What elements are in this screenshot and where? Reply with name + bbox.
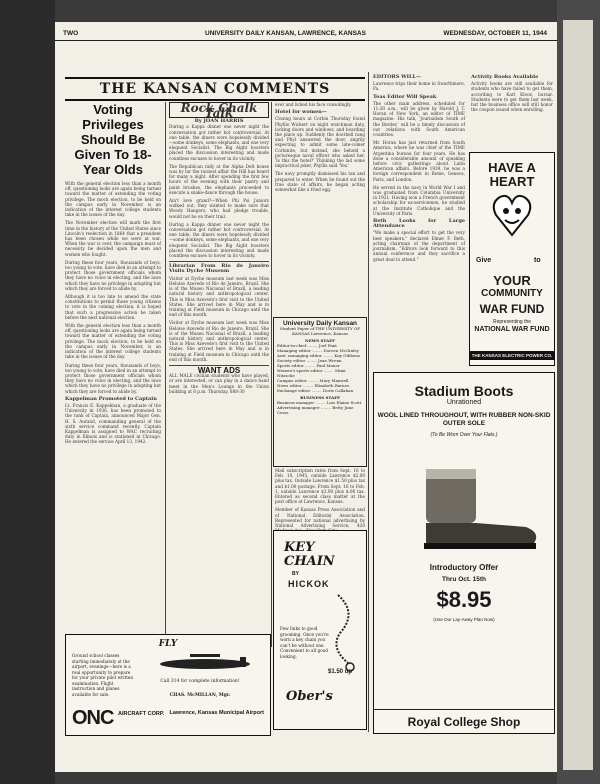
editorial-paragraph: During these four years, thousands of boys, too young to vote, have died in an attempt to protect those government officials whom they have no voice in electing, and the laws which they have no privilege in adopting but which they are forced to abide by. — [65, 362, 161, 394]
editors-will-paragraph: He served in the navy in World War I and was graduated from Columbia University in 1921. Having won a French government scholarship for ex-servicemen, he studied at the Institute Catholique and the University of Paris. — [373, 184, 465, 216]
fly-manager: CHAS. McMILLAN, Mgr. — [169, 693, 231, 698]
editors-will-paragraph: The other main address, scheduled for 11:30 a.m., will be given by Harold J. T. Horan of New York, an editor of TIME magazine. His talk, 'Journalism South of the Border,' will be a timely discussion of our relations with South American countries. — [373, 100, 465, 138]
unrationed-label: Unrationed — [446, 399, 482, 406]
chalk-byline: By JOAN HARRIS — [194, 118, 244, 125]
editors-will-intro: Lawrence trips their home in Swarthmore, Pa. — [373, 81, 465, 92]
representing-label: Representing the — [492, 319, 532, 325]
chalk-paragraph: The Republican rally at the Alpha Delt house was by far the raisiest affair the Hill has heard for many a night. After spending the first few hours of the evening with their pastry and paint brushes, the elephants proceeded to execute a snake-dance through the house. — [169, 163, 269, 195]
kappelman-headline: Kappelman Promoted to Captain — [65, 395, 157, 402]
chalk-paragraph: Ain't love grand?—When Phi Psi Juniors walked out, they wanted to make sure that Woody Hangers, who had pledge trouble, would not be on their trail. — [169, 198, 269, 219]
royal-college-shop: Royal College Shop — [374, 709, 554, 729]
airplane-icon — [150, 649, 260, 679]
staff-line: Editor-in-chief ........ Joel Fant — [277, 343, 337, 348]
scan-left-margin — [0, 0, 55, 784]
librarian-text: Visitor at Dyche museum last week was Miss Heloise Azevedo of Rio de Janeiro, Brazil. She is of the Museu Nacional of Brazil, a leading natural history and anthropological center. This is Miss Azevedo's first visit to the United States. She arrived here in May and is in training at Field museum in Chicago until the end of this month. — [169, 320, 269, 362]
thru-date: Thru Oct. 15th — [441, 576, 487, 583]
column-rule — [165, 102, 166, 647]
librarian-text: Visitor at Dyche museum last week was Miss Heloise Azevedo of Rio de Janeiro, Brazil. She is of the Museu Nacional of Brazil, a leading natural history and anthropological center. This is Miss Azevedo's first visit to the United States. She arrived here in May and is in training at Field museum in Chicago until the end of this month. — [169, 275, 269, 318]
stadium-boots-ad — [373, 372, 555, 734]
boot-price: $8.95 — [436, 587, 492, 612]
editorial-paragraph: With the general election less than a month off, questioning looks are again being turned toward the matter of extending the voting privilege. The mock election, to be held on the campus early in November, is an indication of the interest college students take in the issues of the day. — [65, 181, 161, 218]
hotel-text: Closing hours at Corbin Thursday found Phyllis Wickert on night watchman duty, locking doors and windows, and boarding the place up. Suddenly the doorbell rang and Phyl answered the door, angrily expecting to admit some late-comer Corbinite, but instead, she beheld a picturesque naval officer who asked her, 'Is this the hotel?' Thinking the lad some impractical joker, Phyllis said 'Yes.' — [275, 116, 365, 169]
editors-will-paragraph: Mr. Horan has just returned from South America, where he was chief of the TIME Argentina bureau for four years. He has done a considerable amount of speaking before civic gatherings about Latin American affairs. Before 1939, he was a foreign correspondent in Rome, Geneva, Paris, and London. — [373, 140, 465, 182]
hotel-column — [275, 102, 365, 312]
staff-line: Campus editor ........ Mary Maxwell — [277, 378, 349, 383]
obers-logo: Ober's — [286, 689, 333, 704]
wool-lined-label: WOOL LINED THROUGHOUT, WITH RUBBER NON-SKID OUTER SOLE — [377, 412, 551, 427]
business-line: Business manager ........ Lois Elaine Scott — [277, 400, 362, 405]
subscription-column — [275, 468, 365, 529]
municipal-airport: Lawrence, Kansas Municipal Airport — [169, 710, 264, 716]
key-chain-illustration — [328, 593, 362, 673]
worn-over-flats: (To Be Worn Over Your Flats.) — [430, 432, 498, 438]
aircraft-corp: AIRCRAFT CORP. — [118, 711, 165, 717]
key-chain-note: Few links to good grooming. Once you're worn a key chain you can't be without one. Convenient to all good looking. — [280, 626, 329, 659]
navy-text: The navy promptly dismissed his tan and prepared to enter. When he found out the true state of affairs, he began acting somewhat like a fried egg. — [275, 171, 365, 193]
have-a-heart: HAVE A HEART — [488, 160, 536, 189]
onc-logo: ONC — [72, 707, 114, 729]
business-line: Advertising manager ........ Betty June Cross — [277, 405, 354, 415]
introductory-offer: Introductory Offer — [429, 563, 499, 572]
key-chain-by: BY — [292, 571, 299, 577]
kansan-comments-banner: THE KANSAN COMMENTS — [65, 77, 365, 101]
war-fund-ad — [469, 152, 555, 366]
staff-line: Sports editor ........ Paul Mauer — [277, 363, 340, 368]
staff-line: Asst. managing editor ........ Kay Gibbons — [277, 353, 360, 358]
boot-illustration — [396, 463, 546, 553]
editors-will-headline: EDITORS WILL— — [373, 74, 422, 80]
newspaper-page — [55, 22, 557, 772]
teas-headline: Teas Editor Will Speak — [373, 93, 437, 100]
business-list — [274, 400, 366, 415]
paper-name: UNIVERSITY DAILY KANSAN, LAWRENCE, KANSAS — [205, 30, 366, 37]
col3-text: ever and licked his face consolingly. — [275, 102, 352, 107]
rock-chalk-talk-title: Rock Chalk Talk — [169, 102, 269, 118]
staff-line: Society editor ........ Jean Wrenn — [277, 358, 342, 363]
layaway-label: (Use Our Lay-Away Plan Now) — [433, 617, 495, 622]
key-chain-price: $1.50 up — [328, 669, 353, 675]
column-rule — [368, 72, 369, 732]
activity-books-column — [471, 72, 553, 144]
masthead-line — [55, 26, 557, 41]
fly-call: Call 314 for complete information! — [160, 679, 240, 684]
librarian-headline: Librarian From Rio de Janeiro Visits Dyche Museum — [169, 263, 269, 275]
editorial-paragraph: With the general election less than a month off, questioning looks are again being turned toward the matter of extending the voting privilege. The mock election, to be held on the campus early in November, is an indication of the interest college students take in the issues of the day. — [65, 323, 161, 360]
kansas-electric-label: THE KANSAS ELECTRIC POWER CO. — [471, 353, 553, 358]
key-chain-title: KEY CHAIN — [284, 540, 335, 569]
want-ads-headline: WANT ADS — [169, 365, 269, 373]
column-rule — [271, 102, 272, 647]
staff-line: News editor ........ Elizabeth Barnes — [277, 383, 350, 388]
hickok-key-chain-ad — [273, 530, 367, 730]
to-label: to — [534, 257, 541, 264]
chalk-paragraph: During a Kappa dinner one never night the conversation got rather hot controversial. At one table, the diners were hopelessly divided—some donkeys, some elephants, and one very eloquent Socialist. The Big Aight boosters placed the discussion interesting and made countless excuses to hover in its vicinity. — [169, 221, 269, 259]
subscription-text: Mail subscription rates from Sept. 16 to Feb. 10, 1945, outside Lawrence $2.00 plus tax. Outside Lawrence $1.50 plus tax and $1.00 postage. From Sept. 16 to Feb. 1, outside Lawrence $2.00 plus $.06 tax. Entered as second class matter at the post office at Lawrence, Kansas. — [275, 468, 365, 505]
page-number: TWO — [63, 30, 79, 37]
national-war-fund-label: NATIONAL WAR FUND — [474, 326, 550, 333]
activity-books-text: Activity books are still available for students who have failed to get them, according to Karl Klooz, bursar. Students were to get them last week, but the business office will still honor the coupon issued when enrolling. — [471, 81, 553, 113]
hickok-brand: HICKOK — [288, 579, 330, 589]
beth-headline: Beth Looks for Large Attendance — [373, 218, 465, 230]
issue-date: WEDNESDAY, OCTOBER 11, 1944 — [443, 30, 547, 37]
fly-title: FLY — [158, 639, 178, 649]
fly-body: Ground school classes starting immediately at the airport, evenings—here is a real opportunity to prepare for your private pilot written examination. Flight instruction and planes available for sale. — [72, 653, 134, 697]
editors-will-column — [373, 72, 465, 372]
staff-list — [274, 343, 366, 393]
onc-aircraft-ad — [65, 634, 271, 736]
editorial-paragraph: During these four years, thousands of boys, too young to vote, have died in an attempt to protect those government officials whom they have no voice in electing, and the laws which they have no privilege in adopting but which they are forced to abide by. — [65, 259, 161, 291]
chalk-paragraph: During a Kappa dinner one never night the conversation got rather hot controversial. At one table, the diners were hopelessly divided—some donkeys, some elephants, and one very eloquent Socialist. The Big Aight boosters placed the discussion interesting and made countless excuses to hover in its vicinity. — [169, 124, 269, 161]
news-staff-label: NEWS STAFF — [305, 338, 335, 343]
hotel-headline: Hotel for women— — [275, 109, 327, 116]
heart-mascot-icon — [492, 191, 532, 237]
community-label: COMMUNITY — [481, 288, 543, 299]
activity-books-headline: Activity Books Available — [471, 74, 539, 80]
editorial-headline: Voting Privileges Should Be Given To 18-Year Olds — [74, 102, 152, 177]
udk-title: University Daily Kansan — [282, 320, 358, 327]
beth-text: "We make a special effort to get the very best speakers," declared Elmer F. Beth, acting chairman of the department of journalism. "Editors look forward to this annual conference and they sacrifice a great deal to attend." — [373, 230, 465, 262]
member-text: Member of Kansas Press Association and of National Editorial Association. Represented for national advertising by National Advertising Service, 420 — [275, 507, 365, 529]
staff-line: Exchange editor ........ Doris Callahan — [277, 388, 354, 393]
stadium-boots-title: Stadium Boots — [414, 383, 514, 399]
editorial-column — [65, 102, 161, 652]
editorial-paragraph: Although it is too late to amend the state constitutions to permit those young citizens to vote in the coming election, it is hoped that such a progressive action be taken before the next national election. — [65, 294, 161, 320]
kappelman-text: Lt. Francis E. Kappelman, a graduate of the University in 1936, has been promoted to the rank of Captain, announced Major Gen. H. S. Aurand, commanding general of the sixth service command recently. Captain Kappelman is assigned to WAC recruiting duty in Illinois and is stationed in Chicago. He entered the service April 13, 1942. — [65, 402, 161, 445]
scan-right-margin — [557, 0, 600, 784]
udk-subtitle: Student Paper of THE UNIVERSITY OF KANSAS Lawrence, Kansas — [279, 326, 361, 336]
give-label: Give — [476, 257, 492, 264]
want-ads-text: ALL MALE civilian students who have played, or are interested, or can play in a dance band meet in the Men's Lounge in the Union building at 8 p.m. Thursday. 888-30 — [169, 373, 269, 394]
chalk-column — [169, 102, 269, 652]
your-label: YOUR — [493, 273, 531, 288]
business-staff-label: BUSINESS STAFF — [300, 395, 340, 400]
war-fund-label: WAR FUND — [479, 302, 545, 316]
staff-line: Women's sports editor ........ Mimi Nitzsche — [277, 368, 346, 378]
editorial-paragraph: The November election will mark the first time in the history of the United States since Lincoln's reelection in 1864 that a president has been chosen while we were at war. When the war is over, the campaign must of necessity be decided upon the men and women who fought. — [65, 220, 161, 257]
staff-line: Managing editor ........ Doreen McGinley — [277, 348, 359, 353]
university-daily-kansan-masthead-box — [273, 317, 367, 467]
